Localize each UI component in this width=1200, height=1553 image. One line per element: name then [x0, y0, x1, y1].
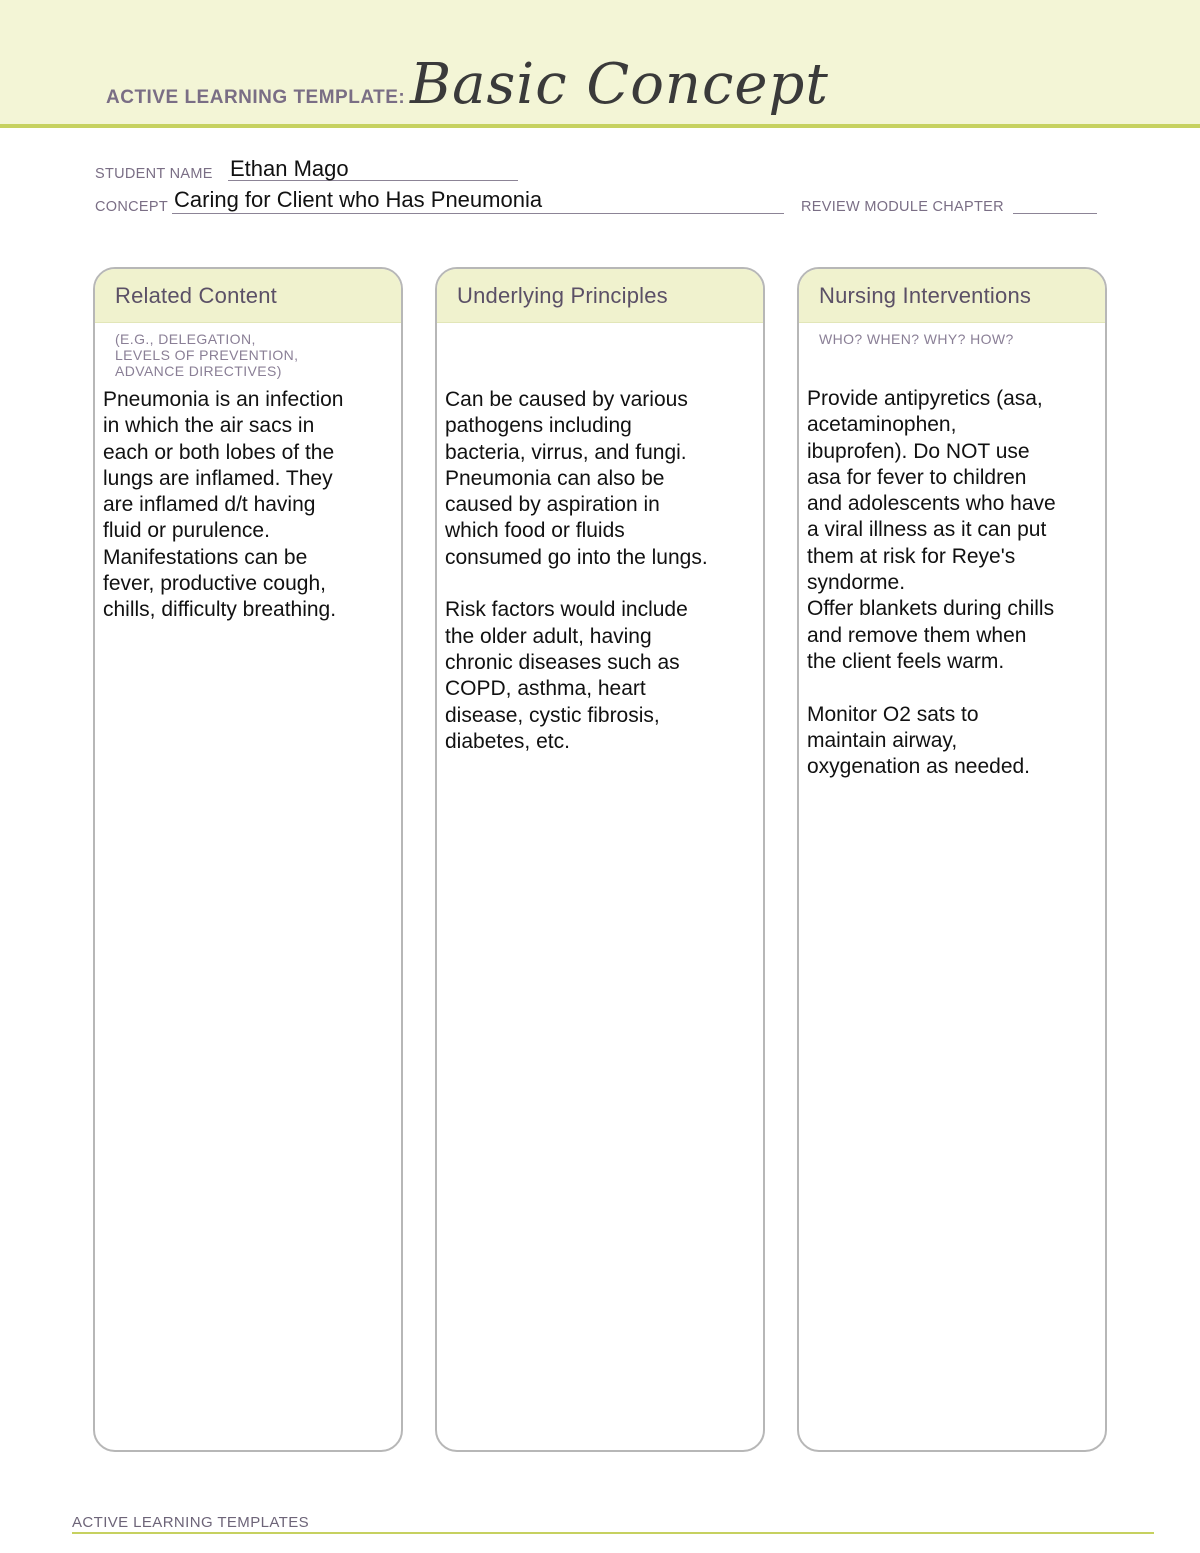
template-label: ACTIVE LEARNING TEMPLATE: [106, 87, 406, 108]
review-module-underline [1013, 213, 1097, 214]
nursing-interventions-card [797, 267, 1107, 1452]
concept-underline [172, 213, 784, 214]
template-title: Basic Concept [410, 52, 829, 117]
student-name-label: STUDENT NAME [95, 166, 213, 182]
nursing-interventions-title: Nursing Interventions [819, 282, 1032, 308]
concept-field[interactable]: Caring for Client who Has Pneumonia [174, 187, 543, 212]
related-content-subtitle: (E.G., DELEGATION, LEVELS OF PREVENTION, ADVANCE DIRECTIVES) [115, 331, 299, 379]
underlying-principles-title: Underlying Principles [457, 282, 668, 308]
nursing-interventions-header [799, 269, 1105, 323]
concept-label: CONCEPT [95, 199, 168, 215]
header-divider [0, 124, 1200, 128]
footer-divider [72, 1532, 1154, 1534]
nursing-interventions-subtitle: WHO? WHEN? WHY? HOW? [819, 331, 1014, 347]
related-content-title: Related Content [115, 282, 277, 308]
underlying-principles-header [437, 269, 763, 323]
underlying-principles-subtitle [457, 331, 763, 387]
underlying-principles-text[interactable]: Can be caused by various pathogens including bacteria, virrus, and fungi. Pneumonia can also be caused by aspiration in which food or fluids consumed go into the lungs. Risk factors would include the older adult, having chronic diseases such as COPD, asthma, heart disease, cystic fibrosis, diabetes, etc. [445, 388, 708, 753]
underlying-principles-card [435, 267, 765, 1452]
review-module-label: REVIEW MODULE CHAPTER [801, 199, 1004, 215]
footer-label: ACTIVE LEARNING TEMPLATES [72, 1514, 309, 1531]
related-content-header [95, 269, 401, 323]
nursing-interventions-text[interactable]: Provide antipyretics (asa, acetaminophen, ibuprofen). Do NOT use asa for fever to children and adolescents who have a viral illness as it can put them at risk for Reye's syndorme. Offer blankets during chills and remove them when the client feels warm. Monitor O2 sats to maintain airway, oxygenation as needed. [807, 387, 1056, 779]
related-content-text[interactable]: Pneumonia is an infection in which the air sacs in each or both lobes of the lungs are inflamed. They are inflamed d/t having fluid or purulence. Manifestations can be fever, productive cough, chills, difficulty breathing. [103, 388, 344, 622]
student-name-field[interactable]: Ethan Mago [230, 156, 349, 181]
related-content-card [93, 267, 403, 1452]
